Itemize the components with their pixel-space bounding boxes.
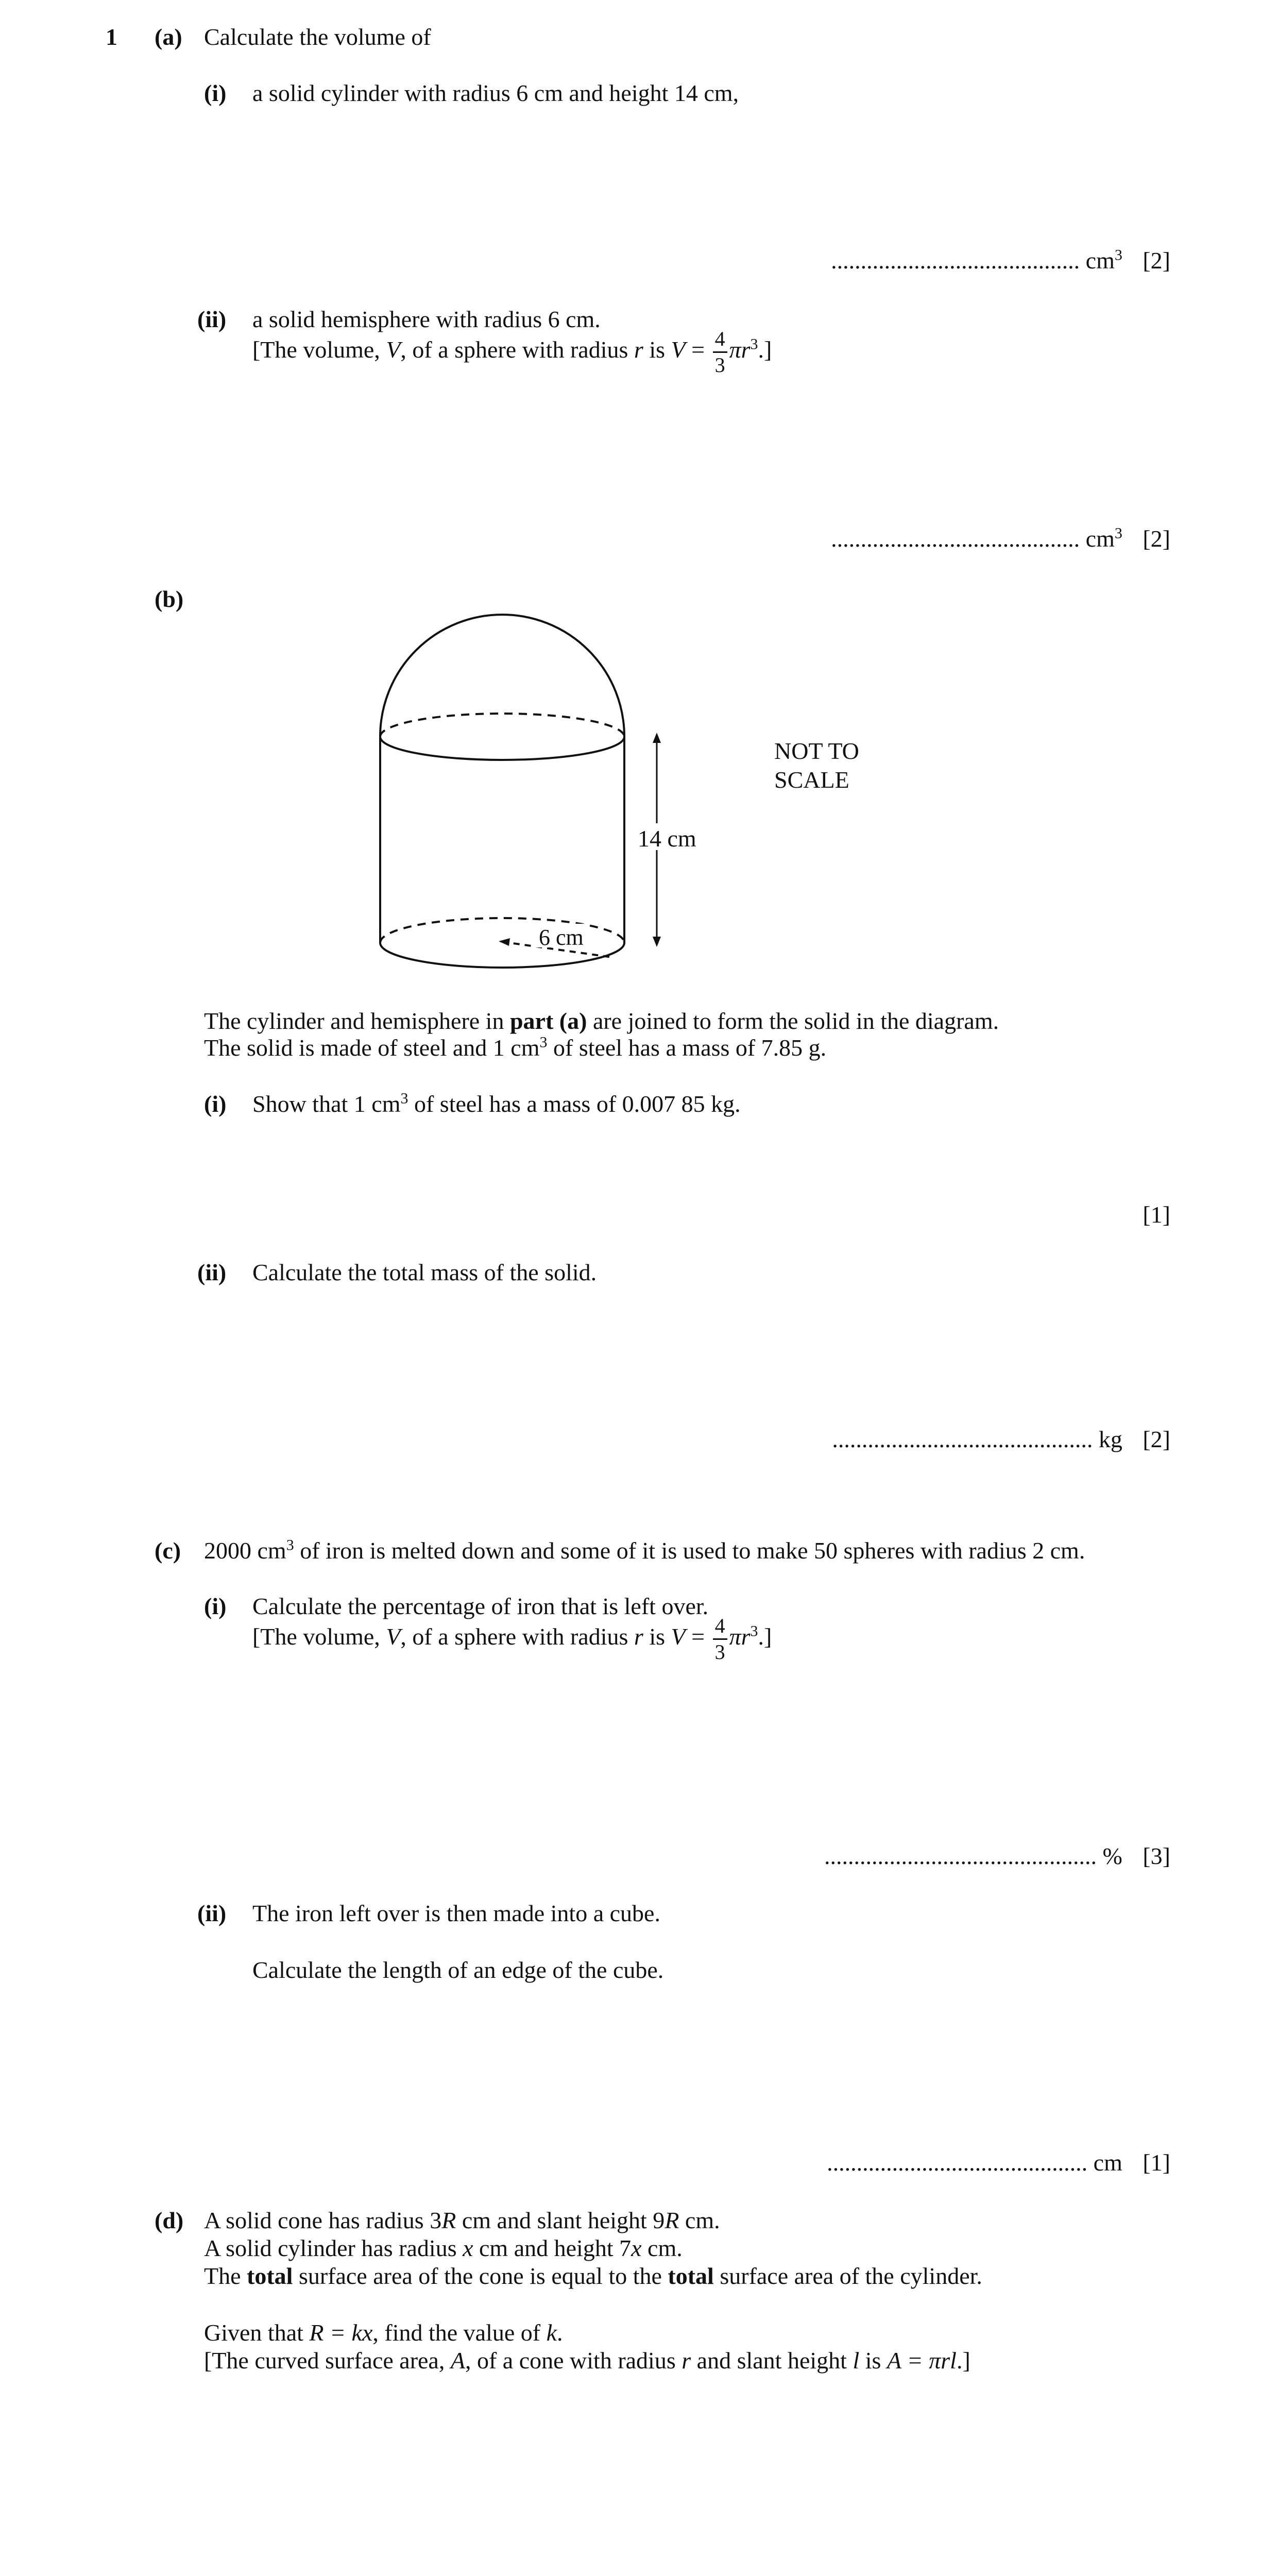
part-b-i-marks: [1] [1143, 1201, 1170, 1228]
marks: [2] [1143, 247, 1170, 274]
part-d-line2: A solid cylinder has radius x cm and height 7x cm. [204, 2235, 683, 2261]
radius-label: 6 cm [539, 925, 584, 950]
part-c-i-text: Calculate the percentage of iron that is left over. [252, 1593, 709, 1619]
answer-unit: cm [1093, 2149, 1122, 2176]
part-a-ii-text: a solid hemisphere with radius 6 cm. [252, 306, 601, 332]
hemisphere-outline [380, 615, 624, 737]
part-b-ii-text: Calculate the total mass of the solid. [252, 1259, 597, 1285]
marks: [2] [1143, 1426, 1170, 1452]
answer-unit: kg [1098, 1426, 1122, 1452]
part-c-ii-label: (ii) [197, 1900, 227, 1926]
part-c-ii-text2: Calculate the length of an edge of the cube. [252, 1957, 664, 1983]
part-d-line3: The total surface area of the cone is equal to the total surface area of the cylinder. [204, 2263, 982, 2289]
height-arrow-bottom [653, 937, 661, 947]
part-b-i-text: Show that 1 $cm^3$ of steel has a mass of 0.007 85 kg. [252, 1090, 741, 1117]
answer-dots[interactable]: .......................................... [831, 247, 1080, 274]
height-arrow-top [653, 733, 661, 743]
answer-dots[interactable]: .......................................... [831, 526, 1080, 552]
bottom-ellipse-front [380, 943, 624, 968]
part-c-i-hint: [The volume, V, of a sphere with radius r is V = $\frac{4}{3}$ $\pi r^3$.] [252, 1614, 772, 1664]
answer-dots[interactable]: ............................................ [827, 2149, 1088, 2176]
part-c-label: (c) [155, 1537, 181, 1564]
part-b-ii-answer-line [832, 1425, 1170, 1453]
part-b-desc2: The solid is made of steel and 1 $cm^3$ of steel has a mass of 7.85 g. [204, 1033, 827, 1061]
part-a-label: (a) [155, 24, 182, 50]
part-a-i-text: a solid cylinder with radius 6 cm and height 14 cm, [252, 80, 739, 106]
part-b-desc1: The cylinder and hemisphere in part (a) are joined to form the solid in the diagram. [204, 1008, 999, 1034]
part-a-i-label: (i) [204, 80, 227, 106]
answer-unit: cm [1085, 526, 1115, 552]
answer-unit: % [1102, 1843, 1122, 1869]
part-c-ii-answer-line [827, 2148, 1170, 2177]
unit-power: 3 [1114, 246, 1122, 264]
top-ellipse-dashed [380, 714, 624, 737]
marks: [1] [1143, 2149, 1170, 2176]
part-b-i-label: (i) [204, 1091, 227, 1117]
question-number: 1 [106, 24, 117, 50]
part-d-line1: A solid cone has radius 3R cm and slant height 9R cm. [204, 2207, 720, 2233]
fraction: $\frac{4}{3}$ [713, 1616, 727, 1663]
part-d-given: Given that R = kx, find the value of k. [204, 2319, 563, 2346]
part-c-ii-text1: The iron left over is then made into a cube. [252, 1900, 660, 1926]
fraction: $\frac{4}{3}$ [713, 329, 727, 376]
unit-power: 3 [1114, 524, 1122, 542]
answer-unit: cm [1085, 247, 1115, 274]
part-c-text: 2000 $cm^3$ of iron is melted down and some of it is used to make 50 spheres with radius 2 cm. [204, 1536, 1085, 1564]
part-c-i-answer-line [824, 1842, 1170, 1870]
part-d-label: (d) [155, 2207, 184, 2233]
marks: [2] [1143, 526, 1170, 552]
marks: [3] [1143, 1843, 1170, 1869]
part-a-ii-label: (ii) [197, 306, 227, 332]
part-d-hint: [The curved surface area, A, of a cone with radius r and slant height l is A = πrl.] [204, 2347, 970, 2374]
part-a-ii-hint: [The volume, V, of a sphere with radius r is V = $\frac{4}{3}$ $\pi r^3$.] [252, 327, 772, 377]
top-ellipse-front [380, 737, 624, 760]
part-b-ii-label: (ii) [197, 1259, 227, 1285]
part-b-label: (b) [155, 586, 184, 612]
not-to-scale-line2: SCALE [774, 767, 849, 793]
bottom-ellipse-dashed [380, 918, 624, 943]
height-label: 14 cm [638, 825, 696, 852]
answer-dots[interactable]: ............................................ [832, 1426, 1093, 1452]
part-c-i-label: (i) [204, 1593, 227, 1619]
not-to-scale-line1: NOT TO [774, 738, 859, 764]
answer-dots[interactable]: .............................................. [824, 1843, 1097, 1869]
part-a-intro: Calculate the volume of [204, 24, 431, 50]
radius-arrowhead [499, 938, 510, 946]
